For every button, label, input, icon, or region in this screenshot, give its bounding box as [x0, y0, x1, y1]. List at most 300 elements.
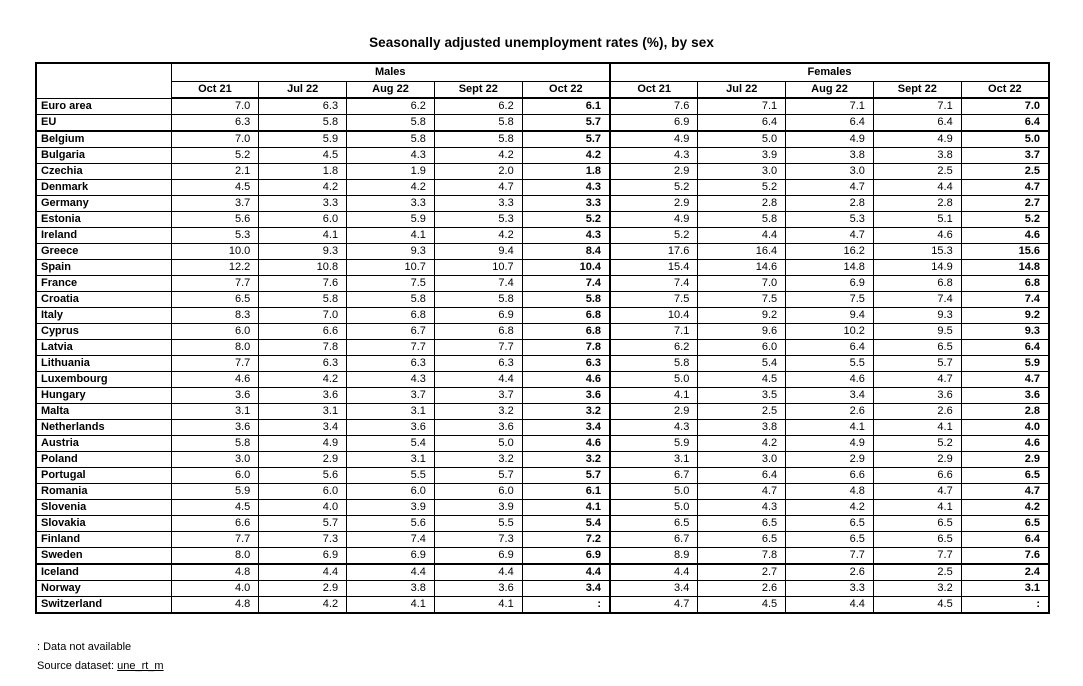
table-row [36, 98, 1049, 115]
rate-cell-males: 6.9 [347, 548, 435, 565]
rate-cell-males: 3.6 [259, 388, 347, 404]
rate-cell-males: 5.5 [434, 516, 522, 532]
rate-cell-females: 6.6 [786, 468, 874, 484]
column-header-males-jul-22: Jul 22 [259, 81, 347, 98]
rate-cell-males: 7.8 [259, 340, 347, 356]
rate-cell-females: 2.8 [698, 196, 786, 212]
rate-cell-females: 4.0 [961, 420, 1049, 436]
rate-cell-males: 4.1 [347, 228, 435, 244]
rate-cell-females: 5.0 [610, 500, 698, 516]
rate-cell-males: 7.4 [434, 276, 522, 292]
rate-cell-males: 7.7 [171, 532, 259, 548]
rate-cell-males: 6.8 [347, 308, 435, 324]
rate-cell-males: 3.9 [434, 500, 522, 516]
source-dataset-label: Source dataset: [37, 660, 118, 672]
rate-cell-females: 5.7 [873, 356, 961, 372]
rate-cell-females: 10.4 [610, 308, 698, 324]
rate-cell-females: 4.7 [961, 372, 1049, 388]
rate-cell-males: 10.8 [259, 260, 347, 276]
rate-cell-females: 6.5 [961, 468, 1049, 484]
rate-cell-males: 3.3 [522, 196, 610, 212]
rate-cell-females: 15.6 [961, 244, 1049, 260]
rate-cell-males: 4.4 [522, 564, 610, 581]
rate-cell-males: 4.8 [171, 597, 259, 614]
rate-cell-males: 3.6 [434, 581, 522, 597]
rate-cell-females: 2.5 [961, 164, 1049, 180]
table-row [36, 500, 1049, 516]
rate-cell-males: 4.6 [171, 372, 259, 388]
rate-cell-females: 3.8 [786, 148, 874, 164]
rate-cell-females: 4.5 [698, 597, 786, 614]
rate-cell-females: 2.5 [698, 404, 786, 420]
table-row [36, 276, 1049, 292]
country-name: Poland [36, 452, 171, 468]
rate-cell-females: 4.2 [786, 500, 874, 516]
rate-cell-females: 3.7 [961, 148, 1049, 164]
rate-cell-females: 7.1 [698, 98, 786, 115]
rate-cell-females: 2.6 [786, 564, 874, 581]
rate-cell-males: 2.9 [259, 581, 347, 597]
rate-cell-males: 2.1 [171, 164, 259, 180]
rate-cell-females: 2.8 [873, 196, 961, 212]
rate-cell-females: 4.2 [698, 436, 786, 452]
rate-cell-females: 6.4 [786, 340, 874, 356]
rate-cell-females: 6.0 [698, 340, 786, 356]
rate-cell-females: 9.5 [873, 324, 961, 340]
rate-cell-females: 3.2 [873, 581, 961, 597]
rate-cell-males: 3.3 [434, 196, 522, 212]
rate-cell-males: 4.8 [171, 564, 259, 581]
rate-cell-males: 3.8 [347, 581, 435, 597]
table-row [36, 212, 1049, 228]
rate-cell-males: 6.3 [171, 115, 259, 132]
rate-cell-females: 7.5 [786, 292, 874, 308]
table-row [36, 532, 1049, 548]
rate-cell-males: 5.9 [259, 131, 347, 148]
rate-cell-males: 4.4 [347, 564, 435, 581]
country-name: Latvia [36, 340, 171, 356]
rate-cell-males: 3.6 [434, 420, 522, 436]
rate-cell-males: 5.8 [347, 115, 435, 132]
rate-cell-females: 5.2 [610, 180, 698, 196]
rate-cell-females: 2.9 [610, 164, 698, 180]
rate-cell-females: 3.4 [610, 581, 698, 597]
rate-cell-males: 4.6 [522, 436, 610, 452]
rate-cell-males: 3.1 [347, 452, 435, 468]
rate-cell-males: 3.1 [347, 404, 435, 420]
rate-cell-males: 6.8 [522, 324, 610, 340]
rate-cell-females: 5.0 [961, 131, 1049, 148]
rate-cell-males: 6.1 [522, 98, 610, 115]
rate-cell-females: 4.9 [610, 131, 698, 148]
country-name: Portugal [36, 468, 171, 484]
rate-cell-males: 2.9 [259, 452, 347, 468]
rate-cell-males: 5.8 [347, 131, 435, 148]
rate-cell-females: 10.2 [786, 324, 874, 340]
column-header-females-oct-22: Oct 22 [961, 81, 1049, 98]
corner-cell [36, 63, 171, 98]
rate-cell-males: 3.2 [522, 404, 610, 420]
table-row [36, 484, 1049, 500]
rate-cell-females: 6.4 [786, 115, 874, 132]
rate-cell-females: 5.8 [698, 212, 786, 228]
rate-cell-males: 3.1 [259, 404, 347, 420]
rate-cell-females: 6.5 [786, 532, 874, 548]
females-group-header: Females [610, 63, 1049, 81]
country-name: Estonia [36, 212, 171, 228]
country-name: Slovenia [36, 500, 171, 516]
table-row [36, 356, 1049, 372]
rate-cell-males: 5.4 [347, 436, 435, 452]
rate-cell-females: 6.7 [610, 532, 698, 548]
rate-cell-females: 9.6 [698, 324, 786, 340]
rate-cell-males: 3.3 [259, 196, 347, 212]
rate-cell-females: 2.4 [961, 564, 1049, 581]
rate-cell-females: 7.6 [961, 548, 1049, 565]
rate-cell-males: 6.3 [522, 356, 610, 372]
rate-cell-males: 6.6 [259, 324, 347, 340]
rate-cell-males: 4.5 [171, 180, 259, 196]
rate-cell-females: 6.9 [610, 115, 698, 132]
rate-cell-males: 10.7 [434, 260, 522, 276]
rate-cell-females: 16.4 [698, 244, 786, 260]
rate-cell-females: 2.9 [610, 404, 698, 420]
rate-cell-females: 3.8 [698, 420, 786, 436]
rate-cell-males: 4.1 [522, 500, 610, 516]
rate-cell-females: 4.4 [610, 564, 698, 581]
rate-cell-females: 3.9 [698, 148, 786, 164]
rate-cell-males: 6.7 [347, 324, 435, 340]
rate-cell-males: 4.2 [434, 228, 522, 244]
table-row [36, 388, 1049, 404]
rate-cell-males: 6.0 [259, 484, 347, 500]
rate-cell-females: 6.5 [873, 340, 961, 356]
source-dataset-line [37, 660, 164, 672]
rate-cell-females: 4.2 [961, 500, 1049, 516]
table-row [36, 420, 1049, 436]
rate-cell-females: 5.2 [873, 436, 961, 452]
table-row [36, 372, 1049, 388]
rate-cell-females: 5.8 [610, 356, 698, 372]
rate-cell-males: 3.7 [347, 388, 435, 404]
table-row [36, 180, 1049, 196]
rate-cell-males: 4.1 [434, 597, 522, 614]
rate-cell-females: 3.6 [873, 388, 961, 404]
rate-cell-females: 4.7 [873, 372, 961, 388]
rate-cell-males: 7.3 [259, 532, 347, 548]
rate-cell-males: 4.7 [434, 180, 522, 196]
rate-cell-females: 2.9 [610, 196, 698, 212]
rate-cell-females: 6.8 [961, 276, 1049, 292]
rate-cell-males: 3.2 [434, 404, 522, 420]
rate-cell-females: 6.4 [873, 115, 961, 132]
rate-cell-males: 5.6 [259, 468, 347, 484]
rate-cell-males: 4.4 [434, 372, 522, 388]
country-name: Finland [36, 532, 171, 548]
rate-cell-males: 6.2 [347, 98, 435, 115]
country-name: Malta [36, 404, 171, 420]
country-name: Italy [36, 308, 171, 324]
rate-cell-females: 9.2 [698, 308, 786, 324]
country-name: Czechia [36, 164, 171, 180]
rate-cell-males: 9.4 [434, 244, 522, 260]
rate-cell-females: 16.2 [786, 244, 874, 260]
rate-cell-males: 6.8 [522, 308, 610, 324]
rate-cell-males: 6.9 [522, 548, 610, 565]
rate-cell-females: 2.9 [873, 452, 961, 468]
table-row [36, 404, 1049, 420]
rate-cell-males: 4.2 [522, 148, 610, 164]
rate-cell-females: 5.2 [961, 212, 1049, 228]
table-row [36, 581, 1049, 597]
rate-cell-females: 4.9 [873, 131, 961, 148]
rate-cell-males: 5.7 [522, 468, 610, 484]
rate-cell-males: 6.3 [259, 98, 347, 115]
rate-cell-males: 4.3 [522, 180, 610, 196]
rate-cell-males: 4.2 [259, 372, 347, 388]
rate-cell-males: 3.4 [522, 420, 610, 436]
rate-cell-females: 7.1 [610, 324, 698, 340]
table-row [36, 564, 1049, 581]
rate-cell-males: 1.9 [347, 164, 435, 180]
rate-cell-females: 4.6 [873, 228, 961, 244]
country-name: Sweden [36, 548, 171, 565]
rate-cell-males: 7.8 [522, 340, 610, 356]
column-header-males-aug-22: Aug 22 [347, 81, 435, 98]
rate-cell-females: 4.6 [961, 436, 1049, 452]
table-row [36, 340, 1049, 356]
rate-cell-males: 6.0 [259, 212, 347, 228]
rate-cell-females: 3.0 [786, 164, 874, 180]
country-name: Euro area [36, 98, 171, 115]
rate-cell-males: 3.6 [347, 420, 435, 436]
rate-cell-males: 3.6 [522, 388, 610, 404]
table-row [36, 452, 1049, 468]
rate-cell-males: 4.2 [259, 597, 347, 614]
rate-cell-males: 5.6 [171, 212, 259, 228]
table-row [36, 468, 1049, 484]
rate-cell-males: 7.0 [171, 131, 259, 148]
rate-cell-males: 6.5 [171, 292, 259, 308]
rate-cell-males: 7.0 [259, 308, 347, 324]
country-name: France [36, 276, 171, 292]
rate-cell-males: 10.0 [171, 244, 259, 260]
rate-cell-males: 7.4 [347, 532, 435, 548]
rate-cell-males: 7.7 [434, 340, 522, 356]
table-row [36, 516, 1049, 532]
unemployment-rates-table [35, 62, 1050, 614]
rate-cell-females: 2.7 [698, 564, 786, 581]
rate-cell-males: 5.8 [434, 115, 522, 132]
rate-cell-males: 3.4 [259, 420, 347, 436]
rate-cell-males: 7.0 [171, 98, 259, 115]
country-name: Bulgaria [36, 148, 171, 164]
rate-cell-females: 5.1 [873, 212, 961, 228]
rate-cell-males: 7.7 [171, 276, 259, 292]
rate-cell-males: 6.0 [347, 484, 435, 500]
males-group-header: Males [171, 63, 610, 81]
table-row [36, 597, 1049, 614]
rate-cell-females: 9.3 [873, 308, 961, 324]
rate-cell-females: 4.8 [786, 484, 874, 500]
rate-cell-females: 4.7 [961, 484, 1049, 500]
country-name: Hungary [36, 388, 171, 404]
rate-cell-females: 7.0 [698, 276, 786, 292]
rate-cell-males: 4.2 [347, 180, 435, 196]
rate-cell-females: 9.3 [961, 324, 1049, 340]
rate-cell-males: 5.5 [347, 468, 435, 484]
rate-cell-females: 7.4 [610, 276, 698, 292]
rate-cell-males: 7.6 [259, 276, 347, 292]
rate-cell-females: 5.9 [610, 436, 698, 452]
column-header-females-aug-22: Aug 22 [786, 81, 874, 98]
rate-cell-females: 2.9 [961, 452, 1049, 468]
rate-cell-females: 4.9 [786, 436, 874, 452]
rate-cell-females: 4.4 [873, 180, 961, 196]
table-row [36, 148, 1049, 164]
rate-cell-females: 3.0 [698, 452, 786, 468]
rate-cell-males: 4.3 [347, 148, 435, 164]
table-row [36, 324, 1049, 340]
rate-cell-males: 7.2 [522, 532, 610, 548]
country-name: Spain [36, 260, 171, 276]
rate-cell-females: 3.8 [873, 148, 961, 164]
rate-cell-males: 3.4 [522, 581, 610, 597]
rate-cell-females: 6.5 [786, 516, 874, 532]
rate-cell-males: 5.4 [522, 516, 610, 532]
table-row [36, 436, 1049, 452]
rate-cell-males: 5.6 [347, 516, 435, 532]
rate-cell-males: 3.0 [171, 452, 259, 468]
rate-cell-females: 4.5 [698, 372, 786, 388]
table-row [36, 115, 1049, 132]
column-header-males-sept-22: Sept 22 [434, 81, 522, 98]
country-name: Germany [36, 196, 171, 212]
table-row [36, 244, 1049, 260]
rate-cell-males: 6.9 [434, 308, 522, 324]
rate-cell-females: 3.5 [698, 388, 786, 404]
rate-cell-females: 3.3 [786, 581, 874, 597]
rate-cell-females: 7.1 [873, 98, 961, 115]
country-name: Belgium [36, 131, 171, 148]
column-header-males-oct-22: Oct 22 [522, 81, 610, 98]
rate-cell-females: 6.5 [873, 532, 961, 548]
rate-cell-females: 5.0 [698, 131, 786, 148]
rate-cell-males: 2.0 [434, 164, 522, 180]
rate-cell-males: 1.8 [259, 164, 347, 180]
rate-cell-males: 4.5 [171, 500, 259, 516]
rate-cell-males: 7.7 [347, 340, 435, 356]
rate-cell-males: 10.4 [522, 260, 610, 276]
rate-cell-males: 6.0 [171, 468, 259, 484]
rate-cell-females: 4.4 [698, 228, 786, 244]
rate-cell-females: : [961, 597, 1049, 614]
rate-cell-females: 6.6 [873, 468, 961, 484]
rate-cell-females: 4.3 [698, 500, 786, 516]
table-row [36, 548, 1049, 565]
rate-cell-females: 3.6 [961, 388, 1049, 404]
rate-cell-males: 6.6 [171, 516, 259, 532]
rate-cell-females: 7.8 [698, 548, 786, 565]
rate-cell-females: 14.8 [786, 260, 874, 276]
rate-cell-males: 6.9 [259, 548, 347, 565]
rate-cell-males: 5.3 [434, 212, 522, 228]
rate-cell-males: 6.0 [171, 324, 259, 340]
rate-cell-females: 4.3 [610, 148, 698, 164]
country-name: Croatia [36, 292, 171, 308]
rate-cell-males: 4.0 [259, 500, 347, 516]
rate-cell-males: 8.0 [171, 548, 259, 565]
rate-cell-males: 5.8 [259, 115, 347, 132]
rate-cell-females: 4.7 [698, 484, 786, 500]
rate-cell-males: 4.9 [259, 436, 347, 452]
rate-cell-males: 4.4 [259, 564, 347, 581]
country-name: Luxembourg [36, 372, 171, 388]
rate-cell-males: 3.9 [347, 500, 435, 516]
rate-cell-females: 7.5 [698, 292, 786, 308]
rate-cell-males: 4.3 [522, 228, 610, 244]
rate-cell-females: 4.6 [961, 228, 1049, 244]
rate-cell-males: 5.7 [434, 468, 522, 484]
rate-cell-females: 3.1 [961, 581, 1049, 597]
rate-cell-males: 5.8 [434, 292, 522, 308]
rate-cell-females: 2.6 [698, 581, 786, 597]
rate-cell-females: 4.7 [610, 597, 698, 614]
table-row [36, 164, 1049, 180]
rate-cell-males: 1.8 [522, 164, 610, 180]
country-name: Ireland [36, 228, 171, 244]
rate-cell-males: 6.1 [522, 484, 610, 500]
rate-cell-females: 4.1 [873, 500, 961, 516]
rate-cell-females: 7.0 [961, 98, 1049, 115]
rate-cell-females: 3.4 [786, 388, 874, 404]
rate-cell-males: 8.3 [171, 308, 259, 324]
rate-cell-females: 6.5 [698, 516, 786, 532]
rate-cell-males: 3.6 [171, 388, 259, 404]
rate-cell-females: 2.6 [873, 404, 961, 420]
rate-cell-males: 6.8 [434, 324, 522, 340]
rate-cell-males: 4.6 [522, 372, 610, 388]
group-header-row [36, 63, 1049, 81]
rate-cell-females: 4.4 [786, 597, 874, 614]
country-name: Romania [36, 484, 171, 500]
rate-cell-females: 2.5 [873, 164, 961, 180]
rate-cell-females: 4.9 [786, 131, 874, 148]
source-dataset-link[interactable]: une_rt_m [117, 660, 164, 672]
rate-cell-females: 2.8 [786, 196, 874, 212]
rate-cell-females: 6.5 [961, 516, 1049, 532]
rate-cell-females: 5.4 [698, 356, 786, 372]
column-header-females-oct-21: Oct 21 [610, 81, 698, 98]
rate-cell-males: 9.3 [259, 244, 347, 260]
rate-cell-females: 4.1 [610, 388, 698, 404]
rate-cell-males: 4.1 [347, 597, 435, 614]
rate-cell-females: 7.6 [610, 98, 698, 115]
country-name: Iceland [36, 564, 171, 581]
rate-cell-males: 7.5 [347, 276, 435, 292]
rate-cell-males: 5.7 [522, 131, 610, 148]
rate-cell-females: 2.7 [961, 196, 1049, 212]
rate-cell-females: 4.7 [873, 484, 961, 500]
rate-cell-females: 15.3 [873, 244, 961, 260]
rate-cell-males: 5.3 [171, 228, 259, 244]
rate-cell-males: 12.2 [171, 260, 259, 276]
rate-cell-males: 8.4 [522, 244, 610, 260]
country-name: Austria [36, 436, 171, 452]
rate-cell-females: 7.5 [610, 292, 698, 308]
rate-cell-females: 4.1 [786, 420, 874, 436]
column-header-males-oct-21: Oct 21 [171, 81, 259, 98]
